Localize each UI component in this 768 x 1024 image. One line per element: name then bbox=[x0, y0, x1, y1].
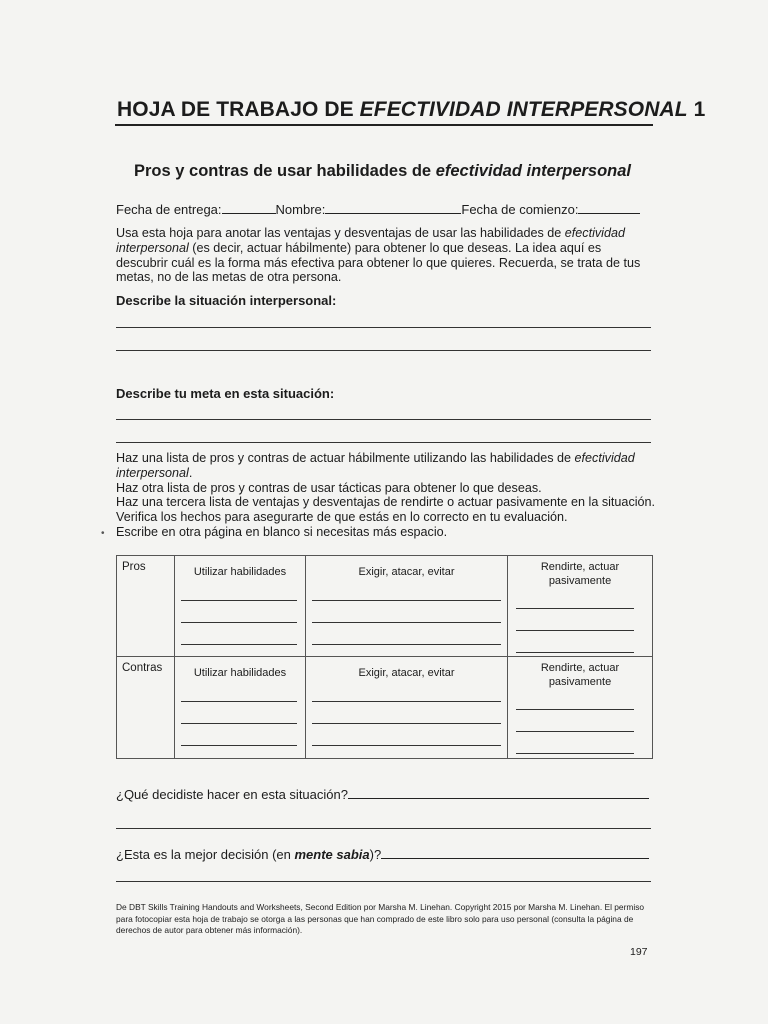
decision-label: ¿Qué decidiste hacer en esta situación? bbox=[116, 787, 348, 802]
contras-demand-line-2[interactable] bbox=[312, 723, 501, 724]
best-suffix: )? bbox=[369, 847, 382, 862]
intro-part2: (es decir, actuar hábilmente) para obtener lo que deseas. La idea aquí es descubrir cuál es la forma más efectiva para obtener lo que quieres. Recuerda, se trata de tus metas, no de las metas de otra persona. bbox=[116, 240, 641, 285]
pros-skills-cell bbox=[175, 556, 306, 657]
title-suffix: 1 bbox=[687, 98, 706, 121]
instruction-2: Haz otra lista de pros y contras de usar tácticas para obtener lo que deseas. bbox=[116, 480, 542, 495]
intro-italic: efectividad interpersonal bbox=[116, 226, 625, 255]
pros-giveup-heading-2: pasivamente bbox=[548, 575, 612, 587]
contras-row bbox=[117, 657, 653, 759]
decision-question bbox=[116, 786, 649, 802]
situation-line-1[interactable] bbox=[116, 327, 651, 328]
start-date-field[interactable] bbox=[578, 201, 640, 214]
pros-giveup-line-2[interactable] bbox=[516, 630, 634, 631]
contras-giveup-line-2[interactable] bbox=[516, 731, 634, 732]
goal-line-1[interactable] bbox=[116, 419, 651, 420]
subtitle-prefix: Pros y contras de usar habilidades de bbox=[134, 162, 436, 180]
pros-demand-cell bbox=[306, 556, 508, 657]
best-bold-italic: mente sabia bbox=[294, 847, 370, 862]
instruction-1-italic: efectividad interpersonal bbox=[116, 451, 635, 480]
instruction-3: Haz una tercera lista de ventajas y desventajas de rendirte o actuar pasivamente en la situación. Verifica los hechos para asegurarte de que estás en lo correcto en tu evaluación. bbox=[116, 495, 656, 525]
contras-skills-line-3[interactable] bbox=[181, 745, 297, 746]
contras-skills-line-1[interactable] bbox=[181, 701, 297, 702]
contras-label: Contras bbox=[122, 662, 163, 674]
contras-giveup-cell bbox=[508, 657, 653, 759]
instruction-4: Escribe en otra página en blanco si necesitas más espacio. bbox=[116, 524, 448, 539]
instruction-1-prefix: Haz una lista de pros y contras de actuar hábilmente utilizando las habilidades de bbox=[116, 451, 575, 465]
contras-skills-cell bbox=[175, 657, 306, 759]
worksheet-title bbox=[117, 98, 705, 122]
pros-giveup-line-3[interactable] bbox=[516, 652, 634, 653]
pros-label: Pros bbox=[122, 561, 146, 573]
instruction-1-suffix: . bbox=[188, 465, 193, 480]
goal-line-2[interactable] bbox=[116, 442, 651, 443]
page-number: 197 bbox=[630, 946, 648, 958]
contras-label-cell bbox=[117, 657, 175, 759]
best-decision-question bbox=[116, 846, 649, 862]
due-date-field[interactable] bbox=[222, 201, 276, 214]
title-underline bbox=[115, 124, 653, 126]
pros-giveup-line-1[interactable] bbox=[516, 608, 634, 609]
situation-label: Describe la situación interpersonal: bbox=[116, 293, 337, 308]
contras-giveup-line-1[interactable] bbox=[516, 709, 634, 710]
contras-giveup-line-3[interactable] bbox=[516, 753, 634, 754]
contras-skills-heading: Utilizar habilidades bbox=[193, 667, 287, 679]
stray-mark: • bbox=[101, 528, 105, 539]
intro-part1: Usa esta hoja para anotar las ventajas y desventajas de usar las habilidades de bbox=[116, 226, 565, 240]
contras-demand-cell bbox=[306, 657, 508, 759]
contras-demand-line-1[interactable] bbox=[312, 701, 501, 702]
decision-field[interactable] bbox=[348, 786, 649, 799]
pros-skills-line-2[interactable] bbox=[181, 622, 297, 623]
name-field[interactable] bbox=[325, 201, 461, 214]
contras-skills-line-2[interactable] bbox=[181, 723, 297, 724]
contras-demand-line-3[interactable] bbox=[312, 745, 501, 746]
best-prefix: ¿Esta es la mejor decisión (en bbox=[116, 847, 295, 862]
instruction-1 bbox=[116, 451, 656, 481]
pros-demand-line-2[interactable] bbox=[312, 622, 501, 623]
pros-contras-table bbox=[116, 555, 653, 759]
pros-row bbox=[117, 556, 653, 657]
pros-skills-heading: Utilizar habilidades bbox=[193, 566, 287, 578]
contras-giveup-heading-1: Rendirte, actuar bbox=[540, 662, 620, 674]
decision-line-2[interactable] bbox=[116, 828, 651, 829]
pros-demand-line-3[interactable] bbox=[312, 644, 501, 645]
title-italic: EFECTIVIDAD INTERPERSONAL bbox=[359, 98, 688, 121]
contras-giveup-heading-2: pasivamente bbox=[548, 676, 612, 688]
contras-giveup-heading bbox=[508, 661, 652, 689]
intro-paragraph bbox=[116, 226, 656, 285]
worksheet-subtitle bbox=[134, 162, 631, 181]
situation-line-2[interactable] bbox=[116, 350, 651, 351]
pros-skills-line-3[interactable] bbox=[181, 644, 297, 645]
start-date-label: Fecha de comienzo: bbox=[461, 202, 579, 217]
pros-demand-line-1[interactable] bbox=[312, 600, 501, 601]
pros-giveup-heading-1: Rendirte, actuar bbox=[540, 561, 620, 573]
instructions bbox=[116, 451, 656, 540]
pros-demand-heading: Exigir, atacar, evitar bbox=[358, 566, 455, 578]
pros-giveup-heading bbox=[508, 560, 652, 588]
best-decision-field[interactable] bbox=[381, 846, 649, 859]
pros-giveup-cell bbox=[508, 556, 653, 657]
contras-demand-heading: Exigir, atacar, evitar bbox=[358, 667, 455, 679]
name-label: Nombre: bbox=[275, 202, 326, 217]
pros-skills-line-1[interactable] bbox=[181, 600, 297, 601]
best-decision-line-2[interactable] bbox=[116, 881, 651, 882]
title-prefix: HOJA DE TRABAJO DE bbox=[117, 98, 360, 121]
copyright-footer: De DBT Skills Training Handouts and Worksheets, Second Edition por Marsha M. Linehan. Copyright 2015 por Marsha M. Linehan. El permiso para fotocopiar esta hoja de trabajo se otorga a las personas que han comprado de este libro solo para uso personal (consulta la página de derechos de autor para obtener más información). bbox=[116, 902, 645, 936]
header-fields bbox=[116, 201, 640, 217]
due-date-label: Fecha de entrega: bbox=[116, 202, 222, 217]
subtitle-italic: efectividad interpersonal bbox=[435, 162, 632, 180]
pros-label-cell bbox=[117, 556, 175, 657]
goal-label: Describe tu meta en esta situación: bbox=[116, 386, 335, 401]
